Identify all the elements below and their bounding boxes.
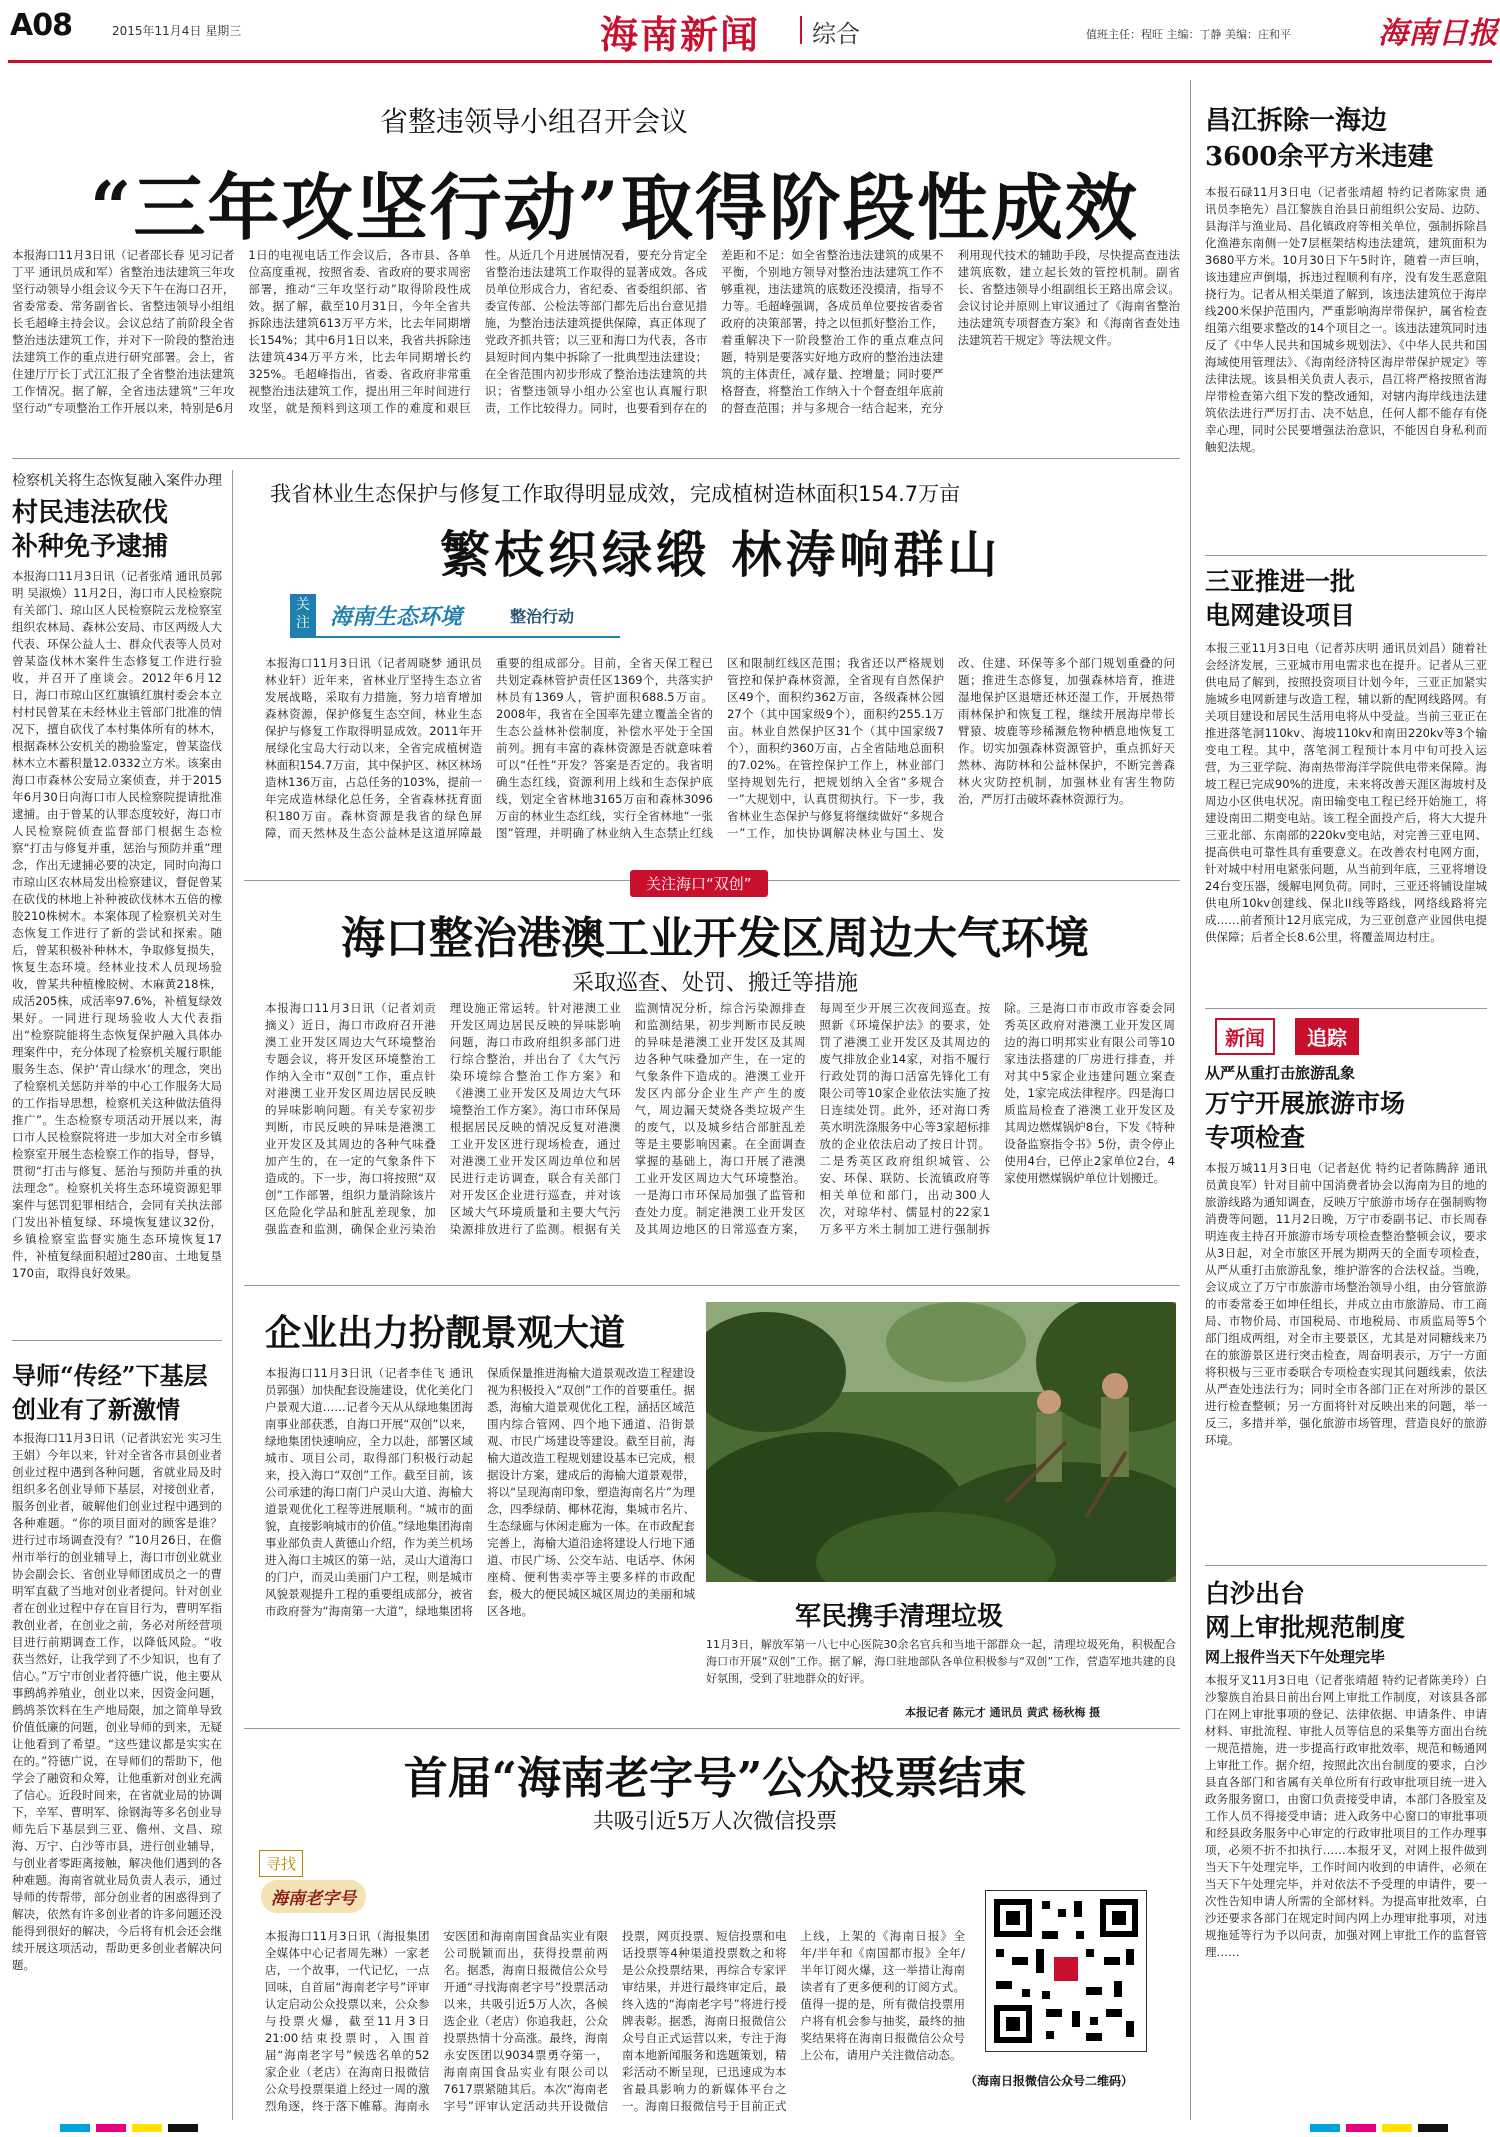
right-deck-4: 网上报件当天下午处理完毕 — [1205, 1648, 1386, 1666]
photo-caption-title: 军民携手清理垃圾 — [795, 1602, 1004, 1632]
lead-kicker: 省整违领导小组召开会议 — [380, 105, 689, 138]
left-title-2b: 创业有了新激情 — [12, 1395, 180, 1424]
army-cleanup-photo — [706, 1302, 1176, 1582]
oldbrand-deck: 共吸引近5万人次微信投票 — [592, 1809, 838, 1833]
enterprise-body: 本报海口11月3日讯（记者李佳飞 通讯员郭强）加快配套设施建设，优化美化门户景观大道……记者今天从从绿地集团海南事业部获悉，自海口开展“双创”以来，绿地集团快速响应，全力以赴，部署区域城市、项目公司，取得部门积极行动起来，投入海口“双创”工作。截至目前，该公司承建的海口南门户灵山大道、海榆大道景观优化工程等进展顺利。“城市的面貌，直接影响城市的价值。”绿地集团海南事业部负责人黄德山介绍，作为美兰机场进入海口主城区的第一站，灵山大道海口的门户，而灵山美丽门户工程，则是城市风貌景观提升工程的重要组成部分，被省市政府誉为“海南第一大道”，绿地集团将保质保量推进海榆大道景观改造工程建设视为积极投入“双创”工作的首要重任。据悉，海榆大道景观优化工程，涵括区域范围内综合管网、四个地下通道、沿街景观、市民广场建设等建设。截至目前，海榆大道改造工程规划建设基本已完成，根据设计方案，建成后的海榆大道景观带，将以“呈现海南印象，塑造海南名片”为理念，四季绿荫、椰林花海，集城市名片、生态绿廊与休闲走廊为一体。在市政配套完善上，海榆大道沿途将建设人行地下通道、市民广场、公交车站、电话亭、休闲座椅、便利售卖亭等主要多样的市政配套，极大的便民城区城区周边的美丽和城区各地。 — [265, 1366, 695, 1618]
left-title-1a: 村民违法砍伐 — [12, 498, 169, 528]
photo-scene — [706, 1302, 1176, 1582]
right-title-2a: 三亚推进一批 — [1205, 567, 1356, 596]
right-divider-3 — [1205, 1565, 1487, 1566]
paper-logo: 海南日报 — [1378, 16, 1498, 51]
qr-code — [985, 1890, 1147, 2052]
enterprise-headline: 企业出力扮靓景观大道 — [265, 1312, 626, 1354]
masthead — [0, 0, 1500, 60]
right-divider-2 — [1205, 1008, 1487, 1009]
right-body-2: 本报三亚11月3日电（记者苏庆明 通讯员刘昌）随着社会经济发展，三亚城市用电需求也在提升。记者从三亚供电局了解到，按照投资项目计划今年，三亚正加紧实施城乡电网新建与改造工程，辅以新的配网线路网。有关项目建设和居民生活用电将从中受益。当前三亚正在推进落笔洞110kv、海坡110kv和南田220kv等3个输变电工程。其中，落笔洞工程预计本月中旬可投入运营，为三亚学院、海南热带海洋学院供电带来保障。海坡工程已完成90%的进度，未来将改善天涯区海坡村及周边小区供电状况。南田输变电工程已经开始施工，将建设南田二期变电站。该工程全面投产后，将大大提升三亚北部、东南部的220kv变电站，对完善三亚电网、提高供电可靠性具有重要意义。在改善农村电网方面，针对城中村用电紧张问题，从当前到年底，三亚将增设24台变压器，缓解电网负荷。同时，三亚还将铺设崖城供电所10kv创建线、保北II线等路线，网络线路将完成……前者预计12月底完成，为三亚创意产业园供电提供保障；后者全长8.6公里，将覆盖周边村庄。 — [1205, 641, 1487, 944]
eco-banner — [290, 594, 620, 638]
left-body-2: 本报海口11月3日讯（记者洪宏光 实习生王娟）今年以来，针对全省各市县创业者创业过程中遇到各种问题，省就业局及时组织多名创业导师下基层，对接创业者，服务创业者，破解他们创业过程中遇到的各种难题。“你的项目面对的顾客是谁？进行过市场调查没有？”10月26日，在儋州市举行的创业辅导上，海口市创业就业协会副会长、省创业导师团成员之一的曹明军直截了当地对创业者提问。针对创业者在创业过程中存在盲目行为，曹明军指教创业者，在创业之前，务必对所经营项目进行前期调查工作，以降低风险。“收获当然好，让我学到了不少知识，也有了信心。”万宁市创业者符德广说，他主要从事鹧鸪养殖业，创业以来，因资金问题，鹧鸪茶饮料在生产地局限，加之简单导致价值低廉的问题，创业导师的到来，无疑让他看到了希望。“这些建议都是实实在在的。”符德广说，在导师们的帮助下，他学会了融资和众筹，让他重新对创业充满了信心。近段时间来，在省就业局的协调下，辛军、曹明军、徐钢海等多名创业导师先后下基层到三亚、儋州、文昌、琼海、万宁、白沙等市县，进行创业辅导，与创业者零距离接触，解决他们遇到的各种难题。海南省就业局负责人表示，通过导师的传帮带，部分创业者的困惑得到了解决，依然有许多创业者的许多问题还没能得到很好的解决，今后将有机会还会继续开展这项活动，帮助更多创业者解决问题。 — [12, 1431, 222, 1972]
news-track-tag — [1215, 1016, 1405, 1054]
port-headline: 海口整治港澳工业开发区周边大气环境 — [341, 913, 1089, 964]
print-color-marks — [20, 2124, 1480, 2134]
left-kicker-1: 检察机关将生态恢复融入案件办理 — [12, 473, 222, 489]
right-title-1a: 昌江拆除一海边 — [1205, 106, 1388, 136]
section-divider — [800, 16, 802, 44]
right-kicker-3: 从严从重打击旅游乱象 — [1205, 1064, 1356, 1082]
left-divider — [12, 1340, 222, 1341]
news-tag-text: 新闻 — [1215, 1018, 1275, 1055]
eco-banner-tag: 关注 — [290, 594, 316, 636]
track-tag-text: 追踪 — [1295, 1018, 1359, 1055]
page-number: A08 — [10, 8, 72, 43]
forest-body: 本报海口11月3日讯（记者周晓梦 通讯员林业轩）近年来，省林业厅坚持生态立省发展战略，采取有力措施，努力培育增加森林资源，保护修复生态空间，林业生态保护与修复工作取得明显成效。2011年开展绿化宝岛大行动以来，全省完成植树造林面积154.7万亩，其中保护区、林区林场造林136万亩，占总任务的103%，提前一年完成造林绿化总任务，全省森林抚育面积180万亩。森林资源是我省的绿色屏障，而天然林及生态公益林是这道屏障最重要的组成部分。目前，全省天保工程已共划定森林管护责任区1369个，共落实护林员有1369人，管护面积688.5万亩。2008年，我省在全国率先建立覆盖全省的生态公益林补偿制度，补偿水平处于全国前列。拥有丰富的森林资源是否就意味着可以“任性”开发？答案是否定的。我省明确生态红线，资源利用上线和生态保护底线，划定全省林地3165万亩和森林3096万亩的林业生态红线，实行全省林地“一张图”管理，并明确了林业纳入生态禁止红线区和限制红线区范围；我省还以严格规划管控和保护森林资源，全省现有自然保护区49个，面积约362万亩，各级森林公园27个（其中国家级9个），面积约255.1万亩。林业自然保护区31个（其中国家级7个），面积约360万亩，占全省陆地总面积的7.02%。在管控保护工作上，林业部门坚持规划先行，把规划纳入全省“多规合一”大规划中，认真贯彻执行。下一步，我省林业生态保护与修复将继续做好“多规合一”工作，加快协调解决林业与国土、发改、住建、环保等多个部门规划重叠的问题；推进生态修复，加强森林培育，推进湿地保护区退塘还林还湿工作，开展热带雨林保护和恢复工程，继续开展海岸带长臂猿、坡鹿等珍稀濒危物种栖息地恢复工作。切实加强森林资源管护，重点抓好天然林、海防林和公益林保护，不断完善森林火灾防控机制，加强林业有害生物防治，严厉打击破坏森林资源行为。 — [265, 656, 1175, 840]
section-title: 海南新闻 — [600, 12, 761, 57]
left-body-1: 本报海口11月3日讯（记者张靖 通讯员郭明 吴淑焕）11月2日，海口市人民检察院有关部门、琼山区人民检察院云龙检察室组织农林局、森林公安局、市区两级人大代表、环保公益人士、群众代表等人员对曾某盗伐林木案件生态修复工作进行验收，并召开了座谈会。2012年6月12日，海口市琼山区红旗镇红旗村委会本立村村民曾某在未经林业主管部门批准的情况下，擅自砍伐了本村集体所有的林木，根据森林公安机关的勘验鉴定，曾某盗伐林木立木蓄积量12.0332立方米。该案由海口市森林公安局立案侦查，并于2015年6月30日向海口市人民检察院提请批准逮捕。由于曾某的认罪态度较好，海口市人民检察院侦查监督部门根据生态检察“打击与修复并重，惩治与预防并重”理念，作出无逮捕必要的决定，同时向海口市琼山区农林局发出检察建议，督促曾某在砍伐的林地上补种被砍伐林木五倍的橡胶210株树木。本案体现了检察机关对生态恢复工作进行了新的尝试和探索。随后，曾某积极补种林木，争取修复损失，恢复生态环境。经林业技术人员现场验收，曾某共种植橡胶树、木麻黄218株，成活205株，成活率97.6%，补植复绿效果好。一同进行现场验收人大代表指出“检察院能将生态恢复保护融入具体办理案件中，充分体现了检察机关履行职能服务生态、保护‘青山绿水’的理念，突出了检察机关惩防并举的中心工作服务大局的工作指导思想，检察机关这种做法值得推广”。生态检察专项活动开展以来，海口市人民检察院将进一步加大对全市乡镇检察室开展生态检察工作的指导，督导，贯彻“打击与修复、惩治与预防并重的执法理念”。检察机关将生态环境资源犯罪案件与惩罚犯罪相结合，会同有关执法部门发出补植复绿、环境恢复建议32份，乡镇检察室监督实施生态环境恢复17件，补植复绿面积超过280亩、土地复垦170亩，取得良好效果。 — [12, 569, 222, 1280]
forest-kicker: 我省林业生态保护与修复工作取得明显成效，完成植树造林面积154.7万亩 — [270, 482, 961, 506]
eco-banner-sub: 整治行动 — [510, 607, 575, 626]
oldbrand-body: 本报海口11月3日讯（海报集团全媒体中心记者周先琳）一家老店，一个故事，一代记忆，一点回味，自首届“海南老字号”评审认定启动公众投票以来，公众参与投票火爆，截至11月3日21:00结束投票时，入围首届“海南老字号”候选名单的52家企业（老店）在海南日报微信公众号投票渠道上经过一周的激烈角逐，终于落下帷幕。海南永安医团和海南南国食品实业有限公司脱颖而出，获得投票前两名。据悉，海南日报微信公众号开通“寻找海南老字号”投票活动以来，共吸引近5万人次，各候选企业（老店）你追我赶，公众投票热情十分高涨。最终，海南永安医团以9034票勇夺第一，海南南国食品实业有限公司以7617票紧随其后。本次“海南老字号”评审认定活动共开设微信投票，网页投票、短信投票和电话投票等4种渠道投票数之和将是公众投票结果，再综合专家评审结果，并进行最终审定后，最终入选的“海南老字号”将进行授牌表彰。据悉，海南日报微信公众号自正式运营以来，专注于海南本地新闻服务和选题策划，精彩活动不断呈现，已迅速成为本省最具影响力的新媒体平台之一。海南日报微信号于目前正式上线，上架的《海南日报》全年/半年和《南国都市报》全年/半年订阅火爆，这一举措让海南读者有了更多便利的订阅方式。值得一提的是，所有微信投票用户将有机会参与抽奖，最终的抽奖结果将在海南日报微信公众号上公布，请用户关注微信动态。 — [265, 1929, 965, 2113]
masthead-rule — [8, 60, 1492, 63]
right-title-3a: 万宁开展旅游市场 — [1205, 1089, 1406, 1118]
left-col-rule — [232, 470, 233, 2120]
editor-credits: 值班主任：程旺 主编：丁静 美编：庄和平 — [1086, 28, 1291, 41]
shuangchuang-tag: 关注海口“双创” — [630, 870, 768, 897]
port-divider — [244, 1285, 1180, 1286]
right-title-3b: 专项检查 — [1205, 1123, 1306, 1152]
oldbrand-headline: 首届“海南老字号”公众投票结束 — [403, 1753, 1027, 1804]
oldbrand-badge-name: 海南老字号 — [261, 1880, 366, 1913]
right-title-2b: 电网建设项目 — [1205, 601, 1356, 630]
oldbrand-badge — [255, 1850, 405, 1922]
photo-caption: 11月3日，解放军第一八七中心医院30余名官兵和当地干部群众一起，清理垃圾死角，积极配合海口市开展“双创”工作。据了解，海口驻地部队各单位积极参与“双创”工作，营造军地共建的良好氛围，受到了驻地群众的好评。 — [706, 1638, 1176, 1685]
enterprise-divider — [244, 1728, 1180, 1729]
right-col-rule — [1190, 80, 1191, 2120]
left-title-2a: 导师“传经”下基层 — [12, 1361, 208, 1390]
port-body: 本报海口11月3日讯（记者刘贡 摘义）近日，海口市政府召开港澳工业开发区周边大气环境整治专题会议，将开发区环境整治工作纳入全市“双创”工作，重点针对港澳工业开发区周边居民反映的异味影响问题。有关专家初步判断，市民反映的异味是港澳工业开发区及其周边的各种气味叠加产生的，在一定的气象条件下造成的。下一步，海口将按照“双创”工作部署，组织力量消除该片区危险化学品和脏乱差现象，加强监查和监测，确保企业污染治理设施正常运转。针对港澳工业开发区周边居民反映的异味影响问题，海口市政府组织多部门进行综合整治，并出台了《大气污染环境综合整治工作方案》和《港澳工业开发区及周边大气环境整治工作方案》。海口市环保局根据居民反映的情况反复对港澳工业开发区进行现场检查，通过对港澳工业开发区周边单位和居民进行走访调查，联合有关部门对开发区企业进行巡查，并对该区域大气环境质量和主要大气污染源排放进行了监测。根据有关监测情况分析，综合污染源排查和监测结果，初步判断市民反映的异味是港澳工业开发区及其周边各种气味叠加产生，在一定的气象条件下造成的。港澳工业开发区内部分企业生产产生的废气，周边漏天焚烧各类垃圾产生的废气，以及城乡结合部脏乱差等是主要影响因素。在全面调查掌握的基础上，海口开展了港澳工业开发区周边大气环境整治。一是海口市环保局加强了监管和查处力度。制定港澳工业开发区及其周边地区的日常巡查方案，每周至少开展三次夜间巡查。按照新《环境保护法》的要求，处罚了港澳工业开发区及其周边的废气排放企业14家，对指不履行行政处罚的海口活富先锋化工有限公司等10家企业依法实施了按日连续处罚。此外，还对海口秀英水明洗涤服务中心等3家超标排放的企业依法启动了按日计罚。二是秀英区政府组织城管、公安、环保、联防、长流镇政府等相关单位和部门，出动300人次，对琼华村、儒显村的22家1万多平方米土制加工进行强制拆除。三是海口市市政市容委会同秀英区政府对港澳工业开发区周边的海口明邦实业有限公司等10家违法搭建的厂房进行排查，并对其中5家企业违建问题立案查处，1家完成法律程序。四是海口质监局检查了港澳工业开发区及其周边燃煤锅炉8台，下发《特种设备监察指令书》5份，责令停止使用4台，已停止2家单位2台，4家使用燃煤锅炉单位计划搬迁。 — [265, 1001, 1175, 1236]
photo-credit: 本报记者 陈元才 通讯员 黄武 杨秋梅 摄 — [905, 1706, 1101, 1719]
left-title-1b: 补种免予逮捕 — [12, 532, 169, 562]
forest-headline: 繁枝织绿缎 林涛响群山 — [440, 525, 1002, 584]
lead-body: 本报海口11月3日讯（记者邵长春 见习记者丁平 通讯员成和军）省整治违法建筑三年攻坚行动领导小组会议今天下午在海口召开，省委常委、常务副省长、省整违领导小组组长毛超峰主持会议。会议总结了前阶段全省整治违法建筑工作，并对下一阶段的整治违法建筑工作的重点进行研究部署。会上，省住建厅厅长丁式江汇报了全省整治违法建筑工作情况。据了解，全省违法建筑“三年攻坚行动”专项整治工作开展以来，特别是6月1日的电视电话工作会议后，各市县、各单位高度重视，按照省委、省政府的要求周密部署，推动“三年攻坚行动”取得阶段性成效。据了解，截至10月31日，今年全省共拆除违法建筑613万平方米，比去年同期增长154%；其中6月1日以来，我省共拆除违法建筑434万平方米，比去年同期增长约325%。毛超峰指出，省委、省政府非常重视整治违法建筑工作，提出用三年时间进行攻坚，就是预料到这项工作的难度和艰巨性。从近几个月进展情况看，要充分肯定全省整治违法建筑工作取得的显著成效。各成员单位形成合力，省纪委、省委组织部、省委宣传部、公检法等部门都先后出台意见措施，为整治违法建筑提供保障，真正体现了党政齐抓共管；以三亚和海口为代表，各市县短时间内集中拆除了一批典型违法建设；在全省范围内初步形成了整治违法建筑的共识；省整违领导小组办公室也认真履行职责，工作比较得力。同时，也要看到存在的差距和不足：如全省整治违法建筑的成果不平衡，个别地方领导对整治违法建筑工作不够重视，违法建筑的底数还没摸清，指导不力等。毛超峰强调，各成员单位要按省委省政府的决策部署，持之以恒抓好整治工作，着重解决下一阶段整治工作的重点难点问题，特别是要落实好地方政府的整治违法建筑的主体责任，减存量、控增量；同时要严格督查，将整治工作纳入十个督查组年底前的督查范围；并与多规合一结合起来，充分利用现代技术的辅助手段，尽快提高查违法建筑底数，建立起长效的管控机制。副省长、省整违领导小组副组长王路出席会议。会议讨论并原则上审议通过了《海南省整治违法建筑专项督查方案》和《海南省查处违法建筑若干规定》等法规文件。 — [12, 248, 1180, 415]
oldbrand-badge-find: 寻找 — [259, 1850, 303, 1877]
subsection-title: 综合 — [812, 20, 860, 48]
right-divider-1 — [1205, 555, 1487, 556]
right-body-3: 本报万城11月3日电（记者赵优 特约记者陈腾辞 通讯员黄良军）针对目前中国消费者协会以海南为目的地的旅游线路为通知调查，反映万宁旅游市场存在强制购物消费等问题，11月2日晚，万宁市委副书记、市长周春明连夜主持召开旅游市场专项检查整治整顿会议，要求从3日起，对全市旅区开展为期两天的全面专项检查，从严从重打击旅游乱象，维护游客的合法权益。当晚，会议成立了万宁市旅游市场整治领导小组，由分管旅游的市委常委王如坤任组长，并成立由市旅游局、市工商局、市物价局、市国税局、市地税局、市质监局等5个部门组成两组，对全市主要景区，尤其是对同糖线来乃在的旅游景区进行突击检查，周奋明表示，万宁一方面将积极与三亚市委联合专项检查实现其问题线索，依法从严查处违法行为；同时全市各部门正在对所涉的景区进行检查整顿；另一方面将针对反映出来的问题，举一反三，多措并举，强化旅游市场管理，营造良好的旅游环境。 — [1205, 1161, 1487, 1447]
right-body-1: 本报石碌11月3日电（记者张靖超 特约记者陈家贵 通讯员李艳先）昌江黎族自治县日前组织公安局、边防、县海洋与渔业局、昌化镇政府等相关单位，强制拆除昌化渔港东南侧一处7层框架结构违法建筑，建筑面积为3680平方米。10月30日下午5时许，随着一声巨响，该违建应声倒塌，拆违过程顺利有序，没有发生恶意阻挠行为。记者从相关渠道了解到，该违法建筑位于海岸线200米保护范围内，严重影响海岸带保护，属省检查组第六组要求整改的14个项目之一。该违法建筑同时违反了《中华人民共和国城乡规划法》、《中华人民共和国海域使用管理法》、《海南经济特区海岸带保护规定》等法律法规。该县相关负责人表示，昌江将严格按照省海岸带检查第六组下发的整改通知，对辖内海岸线违法建筑依法进行严厉打击、决不姑息，任何人都不能存有侥幸心理，同时公民要增强法治意识，不能因自身私利而触犯法规。 — [1205, 185, 1487, 454]
qr-caption: （海南日报微信公众号二维码） — [965, 2074, 1134, 2088]
right-title-4a: 白沙出台 — [1205, 1579, 1306, 1608]
right-title-1b: 3600余平方米违建 — [1205, 142, 1434, 172]
lead-headline: “三年攻坚行动”取得阶段性成效 — [90, 165, 1139, 250]
qr-pattern — [986, 1891, 1146, 2051]
right-body-4: 本报牙叉11月3日电（记者张靖超 特约记者陈美玲）白沙黎族自治县日前出台网上审批工作制度，对该县各部门在网上审批事项的登记、法律依据、申请条件、申请材料、审批流程、审批人员等信息的采集等方面出台统一规范措施，进一步提高行政审批效率，规范和畅通网上审批工作。据介绍，按照此次出台制度的要求，白沙县直各部门和省属有关单位所有行政审批项目统一进入政务服务窗口，由窗口负责接受申请，本部门各股室及工作人员不得接受申请；进入政务中心窗口的审批事项和经县政务服务中心审定的行政审批项目的工作办理事项，必须不折不扣执行……本报牙叉，对网上报件做到当天下午处理完毕，工作时间内收到的申请件，必须在当天下午处理完毕，并对依法不予受理的申请件，要一次性告知申请人所需的全部材料。为提高审批效率，白沙还要求各部门在规定时间内网上办理审批事项，对违规拖延等行为予以问责，加强对网上审批工作的监督管理…… — [1205, 1673, 1487, 1959]
issue-date: 2015年11月4日 星期三 — [112, 24, 242, 38]
right-title-4b: 网上审批规范制度 — [1205, 1613, 1406, 1642]
lead-divider — [12, 458, 1180, 459]
eco-banner-title: 海南生态环境 — [330, 604, 463, 630]
port-deck: 采取巡查、处罚、搬迁等措施 — [571, 971, 858, 996]
